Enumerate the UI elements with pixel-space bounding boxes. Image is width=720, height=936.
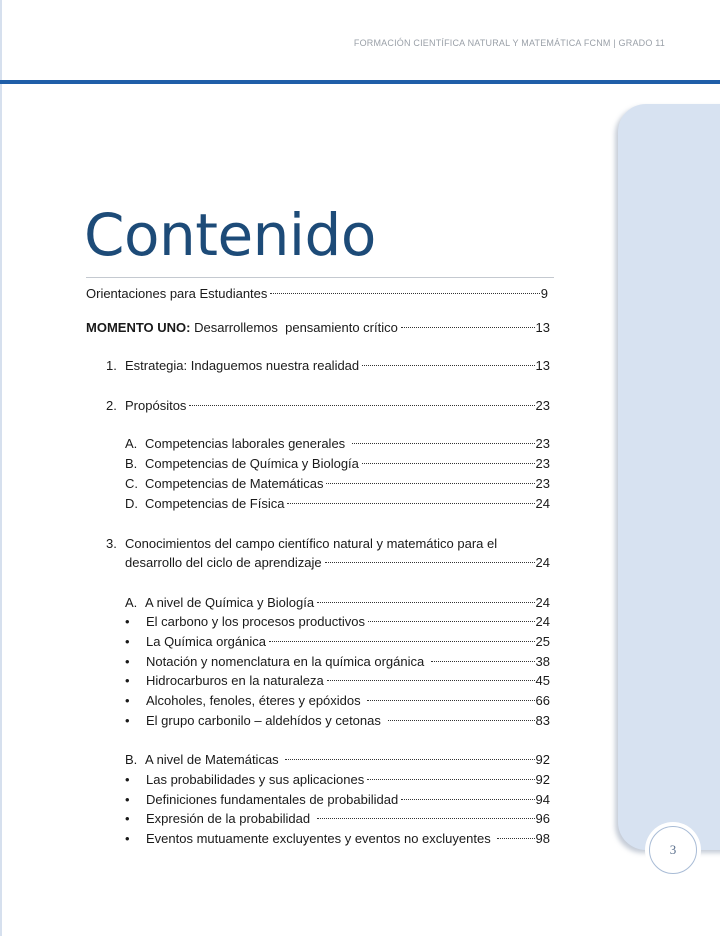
toc-page: 23 (535, 398, 550, 413)
toc-entry-2c[interactable] (125, 474, 550, 494)
toc-bullet-c4[interactable] (125, 829, 550, 849)
toc-entry-2b[interactable] (125, 454, 550, 474)
toc-number: 2. (106, 398, 117, 413)
toc-entry-3b[interactable] (125, 750, 550, 770)
toc-entry-orientaciones[interactable] (86, 284, 548, 304)
toc-entry-2d[interactable] (125, 494, 550, 514)
toc-page: 13 (535, 358, 550, 373)
bullet-icon: • (125, 614, 130, 629)
dot-leader (388, 720, 535, 721)
toc-page: 24 (535, 614, 550, 629)
toc-label: Orientaciones para Estudiantes (86, 286, 268, 301)
left-edge-rule (0, 0, 2, 936)
page-number: 3 (669, 842, 677, 857)
toc-page: 38 (535, 654, 550, 669)
bullet-icon: • (125, 713, 130, 728)
toc-page: 23 (535, 436, 550, 451)
dot-leader (189, 405, 534, 406)
dot-leader (401, 799, 534, 800)
toc-bullet-c2[interactable] (125, 790, 550, 810)
toc-label-bold: MOMENTO UNO: (86, 320, 191, 335)
dot-leader (326, 483, 534, 484)
toc-entry-1[interactable] (106, 356, 550, 376)
dot-leader (270, 293, 539, 294)
toc-bullet-2[interactable] (125, 632, 550, 652)
bullet-icon: • (125, 831, 130, 846)
toc-label: Eventos mutuamente excluyentes y eventos no excluyentes (146, 831, 495, 846)
toc-letter: A. (125, 436, 138, 451)
toc-page: 83 (535, 713, 550, 728)
toc-letter: B. (125, 752, 138, 767)
toc-label: A nivel de Química y Biología (145, 595, 315, 610)
toc-page: 24 (535, 555, 550, 570)
toc-bullet-6[interactable] (125, 711, 550, 731)
toc-entry-3-line2[interactable] (125, 553, 550, 573)
dot-leader (367, 700, 534, 701)
running-header: FORMACIÓN CIENTÍFICA NATURAL Y MATEMÁTICA FCNM | GRADO 11 (353, 38, 665, 48)
toc-page: 24 (535, 496, 550, 511)
dot-leader (497, 838, 534, 839)
toc-bullet-c3[interactable] (125, 809, 550, 829)
dot-leader (362, 463, 535, 464)
page-title: Contenido (84, 201, 376, 269)
toc-page: 23 (535, 456, 550, 471)
dot-leader (362, 365, 534, 366)
toc-entry-2[interactable] (106, 396, 550, 416)
toc-bullet-5[interactable] (125, 691, 550, 711)
toc-page: 98 (535, 831, 550, 846)
toc-label: Definiciones fundamentales de probabilidad (146, 792, 399, 807)
bullet-icon: • (125, 792, 130, 807)
toc-label: Estrategia: Indaguemos nuestra realidad (125, 358, 360, 373)
dot-leader (285, 759, 534, 760)
toc-label: Las probabilidades y sus aplicaciones (146, 772, 365, 787)
toc-letter: A. (125, 595, 138, 610)
toc-page: 96 (535, 811, 550, 826)
dot-leader (431, 661, 535, 662)
toc-label: Competencias de Física (145, 496, 285, 511)
dot-leader (269, 641, 535, 642)
side-tab (618, 104, 720, 850)
dot-leader (327, 680, 535, 681)
toc-label: desarrollo del ciclo de aprendizaje (125, 555, 322, 570)
toc-label: Notación y nomenclatura en la química orgánica (146, 654, 428, 669)
toc-entry-3-line1[interactable] (106, 534, 497, 554)
toc-number: 3. (106, 536, 117, 551)
bullet-icon: • (125, 772, 130, 787)
dot-leader (401, 327, 535, 328)
toc-bullet-c1[interactable] (125, 770, 550, 790)
dot-leader (367, 779, 534, 780)
bullet-icon: • (125, 693, 130, 708)
toc-letter: D. (125, 496, 138, 511)
toc-letter: C. (125, 476, 138, 491)
toc-label: Propósitos (125, 398, 187, 413)
dot-leader (368, 621, 535, 622)
page-number-badge (649, 826, 697, 874)
toc-label: El carbono y los procesos productivos (146, 614, 365, 629)
toc-label: El grupo carbonilo – aldehídos y cetonas (146, 713, 385, 728)
bullet-icon: • (125, 673, 130, 688)
toc-bullet-1[interactable] (125, 612, 550, 632)
toc-page: 45 (535, 673, 550, 688)
toc-page: 92 (535, 772, 550, 787)
toc-label: Alcoholes, fenoles, éteres y epóxidos (146, 693, 365, 708)
dot-leader (325, 562, 535, 563)
bullet-icon: • (125, 654, 130, 669)
bullet-icon: • (125, 634, 130, 649)
toc-page: 13 (535, 320, 550, 335)
toc-number: 1. (106, 358, 117, 373)
dot-leader (317, 818, 535, 819)
toc-page: 25 (535, 634, 550, 649)
toc-page: 9 (540, 286, 548, 301)
toc-entry-2a[interactable] (125, 434, 550, 454)
header-blue-bar (0, 80, 720, 84)
toc-label: Competencias laborales generales (145, 436, 349, 451)
toc-bullet-4[interactable] (125, 671, 550, 691)
dot-leader (352, 443, 535, 444)
toc-page: 24 (535, 595, 550, 610)
toc-entry-momento-uno[interactable] (86, 318, 550, 338)
toc-page: 66 (535, 693, 550, 708)
bullet-icon: • (125, 811, 130, 826)
toc-label: A nivel de Matemáticas (145, 752, 283, 767)
toc-label: Expresión de la probabilidad (146, 811, 314, 826)
toc-label: Desarrollemos pensamiento crítico (190, 320, 398, 335)
toc-label: Conocimientos del campo científico natural y matemático para el (125, 536, 498, 551)
dot-leader (317, 602, 534, 603)
toc-page: 94 (535, 792, 550, 807)
toc-entry-3a[interactable] (125, 593, 550, 613)
toc-page: 92 (535, 752, 550, 767)
toc-label: Competencias de Matemáticas (145, 476, 324, 491)
toc-label: Hidrocarburos en la naturaleza (146, 673, 324, 688)
toc-label: La Química orgánica (146, 634, 266, 649)
toc-letter: B. (125, 456, 138, 471)
dot-leader (287, 503, 534, 504)
toc-bullet-3[interactable] (125, 652, 550, 672)
toc-page: 23 (535, 476, 550, 491)
toc-label: Competencias de Química y Biología (145, 456, 359, 471)
title-divider (86, 277, 554, 278)
